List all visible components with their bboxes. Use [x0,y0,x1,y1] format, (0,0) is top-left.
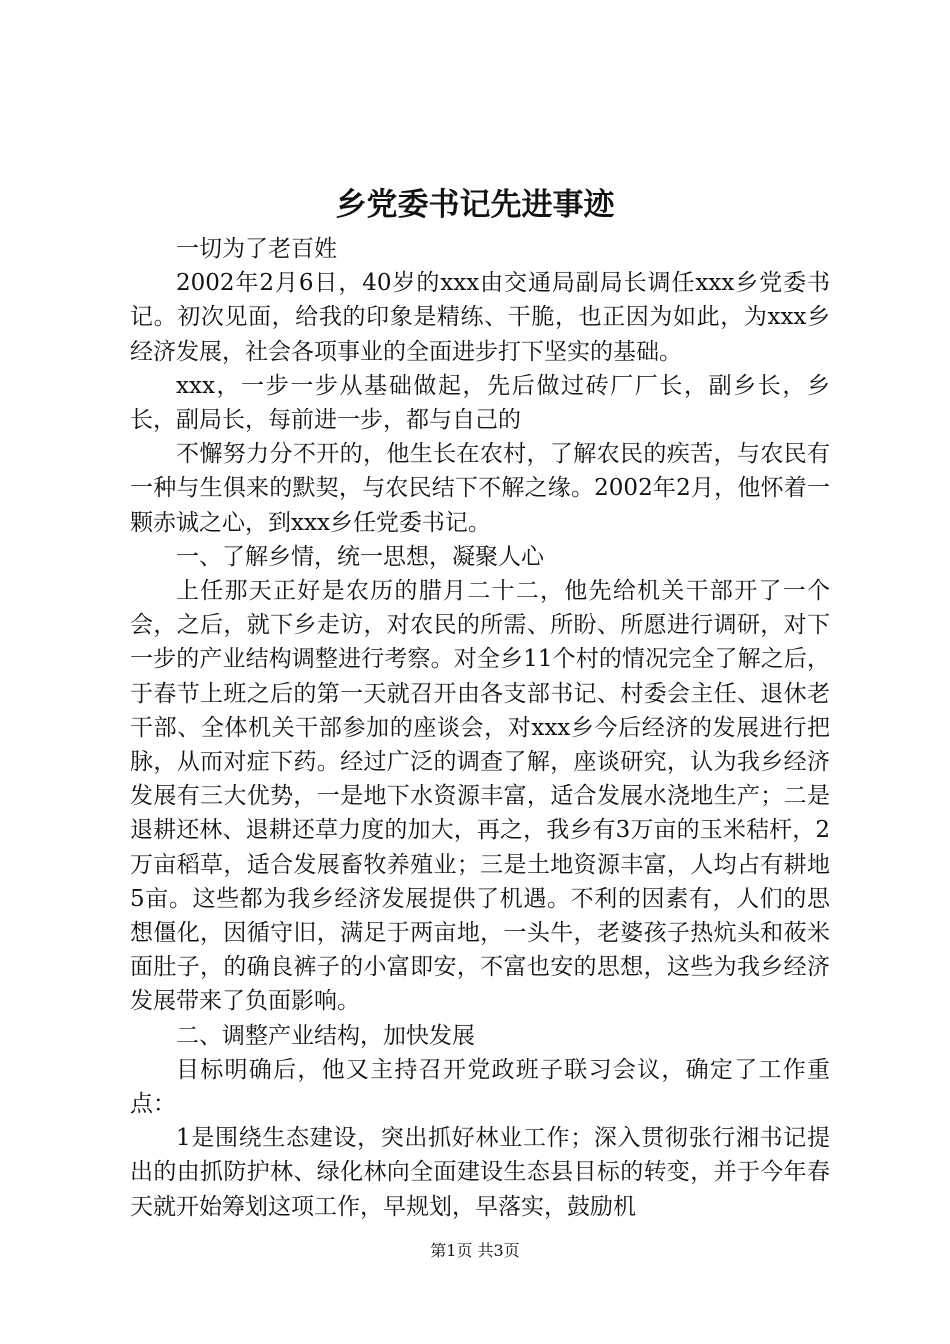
section-heading: 一、了解乡情，统一思想，凝聚人心 [176,543,544,570]
paragraph: xxx，一步一步从基础做起，先后做过砖厂厂长，副乡长，乡长，副局长，每前进一步，都与自己的 [130,372,830,434]
paragraph: 不懈努力分不开的，他生长在农村，了解农民的疾苦，与农民有一种与生俱来的默契，与农民结下不解之缘。2002年2月，他怀着一颗赤诚之心，到xxx乡任党委书记。 [130,441,830,536]
document-body [130,232,830,1224]
section-heading: 二、调整产业结构，加快发展 [176,1022,475,1049]
paragraph: 上任那天正好是农历的腊月二十二，他先给机关干部开了一个会，之后，就下乡走访，对农民的所需、所盼、所愿进行调研，对下一步的产业结构调整进行考察。对全乡11个村的情况完全了解之后，于春节上班之后的第一天就召开由各支部书记、村委会主任、退休老干部、全体机关干部参加的座谈会，对xxx乡今后经济的发展进行把脉，从而对症下药。经过广泛的调查了解，座谈研究，认为我乡经济发展有三大优势，一是地下水资源丰富，适合发展水浇地生产；二是退耕还林、退耕还草力度的加大，再之，我乡有3万亩的玉米秸杆，2万亩稻草，适合发展畜牧养殖业；三是土地资源丰富，人均占有耕地5亩。这些都为我乡经济发展提供了机遇。不利的因素有，人们的思想僵化，因循守旧，满足于两亩地，一头牛，老婆孩子热炕头和莜米面肚子，的确良裤子的小富即安，不富也安的思想，这些为我乡经济发展带来了负面影响。 [130,578,830,1015]
paragraph: 目标明确后，他又主持召开党政班子联习会议，确定了工作重点： [130,1056,830,1118]
paragraph: 一切为了老百姓 [176,236,337,262]
document-title: 乡党委书记先进事迹 [335,187,615,223]
paragraph: 2002年2月6日，40岁的xxx由交通局副局长调任xxx乡党委书记。初次见面，给我的印象是精练、干脆，也正因为如此，为xxx乡经济发展，社会各项事业的全面进步打下坚实的基础。 [130,270,830,365]
paragraph: 1是围绕生态建设，突出抓好林业工作；深入贯彻张行湘书记提出的由抓防护林、绿化林向全面建设生态县目标的转变，并于今年春天就开始筹划这项工作，早规划，早落实，鼓励机 [130,1125,830,1220]
page-footer: 第1页 共3页 [430,1241,520,1260]
